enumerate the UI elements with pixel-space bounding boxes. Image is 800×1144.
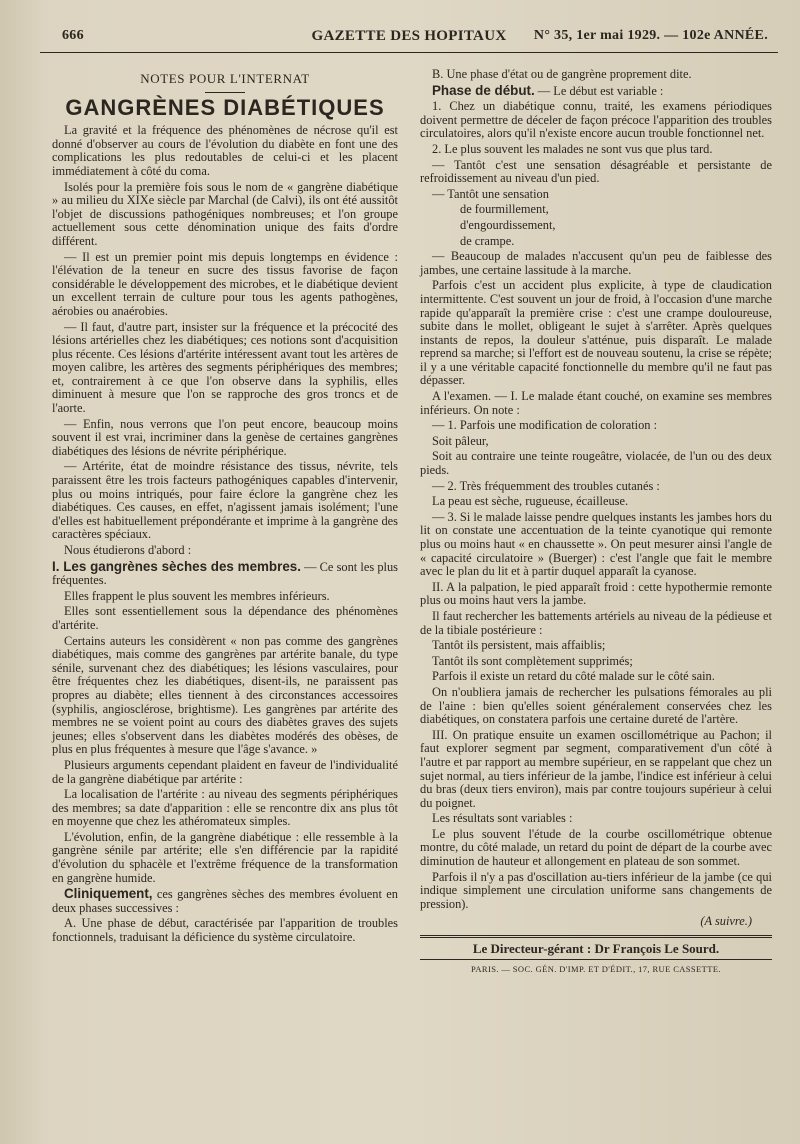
paragraph: 2. Le plus souvent les malades ne sont vus que plus tard. (432, 141, 713, 156)
paragraph: Soit au contraire une teinte rougeâtre, violacée, de l'un ou des deux pieds. (420, 449, 772, 478)
page-number: 666 (62, 28, 84, 43)
subsection-paragraph (52, 560, 398, 588)
paragraph: La localisation de l'artérite : au niveau des segments périphériques des membres; sa date d'apparition : elle se rencontre dix ans plus tôt en moyenne que chez les athéromateux simples. (52, 787, 398, 829)
sensation-item: de crampe. (460, 233, 515, 248)
paragraph: Tantôt ils sont complètement supprimés; (432, 653, 633, 668)
paragraph: Il faut rechercher les battements artériels au niveau de la pédieuse et de la tibiale postérieure : (420, 608, 772, 637)
paragraph: Certains auteurs les considèrent « non pas comme des gangrènes diabétiques, mais comme des gangrènes par artérite banale, du type sénile, survenant chez des diabétiques; les lésions vasculaires, pour être fréquentes chez les diabétiques, disent-ils, ne paraissent pas propres au diabète; elles tiennent à des circonstances accessoires (syphilis, angiosclérose, brightisme). Les gangrènes par artérite des membres ne se voient point au cours des diabètes graves des sujets jeunes; elles s'observent dans les diabètes modérés des obèses, de plus en plus fréquentes à mesure que l'âge s'avance. » (52, 633, 398, 757)
paragraph: Nous étudierons d'abord : (64, 543, 192, 557)
paragraph: On n'oubliera jamais de rechercher les pulsations fémorales au pli de l'aine : bien qu'elles soient généralement conservées chez les diabétiques, on constatera parfois une certaine dureté de l'artère. (420, 684, 772, 727)
page-header (40, 28, 778, 48)
paragraph: Elles sont essentiellement sous la dépendance des phénomènes d'artérite. (52, 604, 398, 632)
paragraph: III. On pratique ensuite un examen oscillométrique au Pachon; il faut explorer segment par segment, comparativement d'un côté à l'autre et par rapport au membre supérieur, en se rappelant que chez un sujet normal, au tiers inférieur de la jambe, l'indice est inférieur à celui du bras (deux tiers environ), mais par contre toujours supérieur à celui du poignet. (420, 727, 772, 810)
paragraph: — 3. Si le malade laisse pendre quelques instants les jambes hors du lit on constate une accentuation de la teinte cyanotique qui remonte plus ou moins haut « en chaussette ». On peut mesurer ainsi l'angle de « capacité circulatoire » (Buerger) : c'est l'angle que fait le membre avec le plan du lit et à partir duquel apparaît la cyanose. (420, 509, 772, 579)
clinique-text: ces gangrènes sèches des membres évoluent en deux phases successives : (52, 887, 398, 915)
section-heading: NOTES POUR L'INTERNAT (140, 71, 310, 86)
phase-a: A. Une phase de début, caractérisée par l'apparition de troubles fonctionnels, traduisant la déficience du système circulatoire. (52, 916, 398, 945)
journal-title: GAZETTE DES HOPITAUX (311, 28, 507, 44)
paragraph: A l'examen. — I. Le malade étant couché, on examine ses membres inférieurs. On note : (420, 389, 772, 417)
paragraph: 1. Chez un diabétique connu, traité, les examens périodiques doivent permettre de déceler de façon précoce l'apparition des troubles circulatoires, alors qu'il n'existe encore aucun trouble fonctionnel net. (420, 99, 772, 141)
phase-debut-text: — Le début est variable : (534, 83, 664, 98)
phase-debut-paragraph (420, 84, 772, 99)
paragraph: II. A la palpation, le pied apparaît froid : cette hypothermie remonte plus ou moins haut vers la jambe. (420, 579, 772, 608)
paragraph: — Tantôt une sensation (432, 186, 549, 201)
paragraph: Isolés pour la première fois sous le nom de « gangrène diabétique » au milieu du XIXe siècle par Marchal (de Calvi), ils ont été aussitôt l'objet de discussions pathogéniques nombreuses; et l'on groupe actuellement sous cette dénomination unique des faits d'ordre différent. (52, 179, 398, 248)
subsection-heading: I. Les gangrènes sèches des membres. (52, 558, 301, 574)
paragraph: — Enfin, nous verrons que l'on peut encore, beaucoup moins souvent il est vrai, incriminer dans la genèse de certaines gangrènes diabétiques des lésions de névrite périphérique. (52, 416, 398, 458)
right-column (420, 68, 772, 978)
to-be-continued: (A suivre.) (700, 914, 752, 929)
phase-b: B. Une phase d'état ou de gangrène proprement dite. (432, 67, 692, 81)
phase-debut-label: Phase de début. (432, 82, 535, 98)
issue-info: N° 35, 1er mai 1929. — 102e ANNÉE. (533, 28, 768, 43)
paragraph: — 2. Très fréquemment des troubles cutanés : (432, 478, 660, 493)
paragraph: Le plus souvent l'étude de la courbe oscillométrique obtenue montre, du côté malade, un retard du point de départ de la courbe avec diminution de hauteur et allongement en plateau de son sommet. (420, 826, 772, 869)
footer-rule (420, 959, 772, 960)
clinique-label: Cliniquement, (64, 886, 153, 902)
paragraph: Soit pâleur, (432, 433, 489, 448)
clinique-paragraph (52, 887, 398, 915)
paragraph: Parfois il n'y a pas d'oscillation au-tiers inférieur de la jambe (ce qui indique simplement une circulation uniforme sans changements de pression). (420, 869, 772, 911)
paragraph: Elles frappent le plus souvent les membres inférieurs. (64, 588, 330, 603)
paragraph: La peau est sèche, rugueuse, écailleuse. (432, 494, 629, 509)
header-rule (40, 52, 778, 53)
paragraph: La gravité et la fréquence des phénomènes de nécrose qu'il est donné d'observer au cours de l'évolution du diabète en font une des complications les plus redoutables de celui-ci et les placent immédiatement à côté du coma. (52, 123, 398, 178)
paragraph: — Il faut, d'autre part, insister sur la fréquence et la précocité des lésions artérielles chez les diabétiques; ces notions sont d'acquisition plus récente. Ces lésions d'artérite intéressent avant tout les artères de moyen calibre, les artères des segments périphériques des membres; et, contrairement à ce que l'on observe dans la syphilis, elles diminuent à mesure que l'on se rapproche des gros troncs et de l'aorte. (52, 319, 398, 416)
paragraph: — Artérite, état de moindre résistance des tissus, névrite, tels paraissent être les trois facteurs pathogéniques capables d'intervenir, plus ou moins intriqués, pour faire éclore la gangrène chez les diabétiques. Ces causes, en effet, n'agissent jamais isolément; l'une d'elles est habituellement prépondérante et imprime à la gangrène des caractères spéciaux. (52, 459, 398, 542)
article-title: GANGRÈNES DIABÉTIQUES (65, 94, 385, 120)
paragraph: — Tantôt c'est une sensation désagréable et persistante de refroidissement au niveau d'un pied. (420, 157, 772, 186)
sensation-item: d'engourdissement, (460, 217, 556, 232)
paragraph: — Beaucoup de malades n'accusent qu'un peu de faiblesse des jambes, une certaine lassitude à la marche. (420, 249, 772, 277)
paragraph: Tantôt ils persistent, mais affaiblis; (432, 638, 606, 653)
paragraph: Les résultats sont variables : (432, 811, 573, 826)
paragraph: Plusieurs arguments cependant plaident en faveur de l'individualité de la gangrène diabétique par artérite : (52, 757, 398, 786)
sensation-item: de fourmillement, (460, 202, 549, 217)
subsection-tail: — Ce sont les plus fréquentes. (52, 559, 398, 588)
section-rule (205, 92, 245, 93)
paragraph: — 1. Parfois une modification de coloration : (432, 418, 658, 433)
director-line: Le Directeur-gérant : Dr François Le Sourd. (472, 941, 720, 957)
paragraph: Parfois il existe un retard du côté malade sur le côté sain. (432, 669, 715, 684)
paragraph: L'évolution, enfin, de la gangrène diabétique : elle ressemble à la gangrène sénile par artérite; elle s'en différencie par la rapidité d'évolution du sphacèle et l'extrême fréquence de la transformation en gangrène humide. (52, 829, 398, 885)
paragraph: Parfois c'est un accident plus explicite, à type de claudication intermittente. C'est souvent un jour de froid, à l'occasion d'une marche rapide qu'apparaît la première crise : c'est une crampe douloureuse, subite dans le mollet, obligeant le sujet à s'arrêter. Après quelques instants de repos, la douleur s'atténue, puis disparaît. Le malade reprend sa marche; si l'effort est de nouveau soutenu, la crise se répète; il y a une véritable capacité fonctionnelle du membre qu'il ne faut pas dépasser. (420, 278, 772, 388)
footer-double-rule (420, 935, 772, 938)
paragraph: — Il est un premier point mis depuis longtemps en évidence : l'élévation de la teneur en sucre des tissus favorise de façon considérable le développement des microbes, et le diabétique devient un excellent terrain de culture pour tous les agents pathogènes, aérobies ou anaérobies. (52, 249, 398, 318)
printer-line: PARIS. — SOC. GÉN. D'IMP. ET D'ÉDIT., 17, RUE CASSETTE. (471, 963, 721, 974)
left-column (52, 68, 398, 947)
